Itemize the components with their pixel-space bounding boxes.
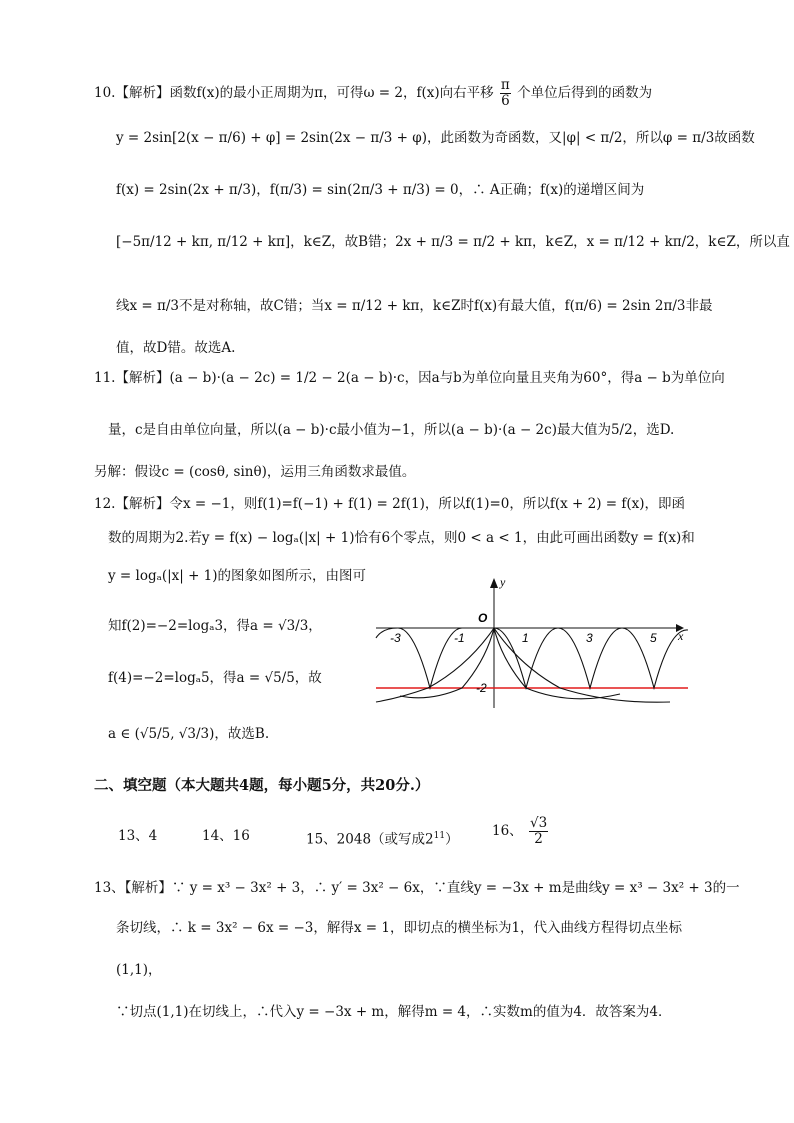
tick-1: 1: [522, 631, 529, 645]
tick-minus-1: -1: [454, 631, 465, 645]
q10-line4: [−5π/12 + kπ, π/12 + kπ]，k∈Z，故B错；2x + π/3 = π/2 + kπ，k∈Z，x = π/12 + kπ/2，k∈Z，所以直: [116, 234, 790, 250]
q12-line5: f(4)=−2=logₐ5，得a = √5/5，故: [108, 670, 322, 686]
answer-15-text: 15、2048（或写成2: [306, 831, 434, 848]
answer-16: [492, 816, 550, 847]
q12-line2: 数的周期为2.若y = f(x) − logₐ(|x| + 1)恰有6个零点，则0 < a < 1，由此可画出函数y = f(x)和: [108, 530, 695, 546]
answer-16-label: 16、: [492, 823, 523, 839]
answer-16-fraction: $\frac{√3}{2}$: [529, 815, 548, 847]
q13-line3: (1,1)，: [116, 962, 162, 978]
section-2-title: 二、填空题（本大题共4题，每小题5分，共20分.）: [94, 777, 430, 794]
q13-line4: ∵切点(1,1)在切线上，∴代入y = −3x + m，解得m = 4，∴实数m的值为4．故答案为4．: [116, 1004, 672, 1020]
answer-15: [306, 826, 459, 850]
q13-line2: 条切线，∴ k = 3x² − 6x = −3，解得x = 1，即切点的横坐标为1，代入曲线方程得切点坐标: [116, 920, 683, 936]
f-curve: [376, 628, 688, 688]
origin-label: O: [478, 611, 488, 625]
q10-line1-tail: 个单位后得到的函数为: [517, 85, 653, 101]
tick-5: 5: [650, 631, 657, 645]
q10-line1: [94, 78, 652, 109]
q12-line6: a ∈ (√5/5, √3/3)，故选B.: [108, 726, 270, 742]
log-curve-right: [494, 628, 670, 702]
q10-line1-text: 10.【解析】函数f(x)的最小正周期为π，可得ω = 2，f(x)向右平移: [94, 85, 494, 101]
tick-minus-3: -3: [390, 631, 401, 645]
x-label: x: [678, 629, 684, 643]
q10-line2: y = 2sin[2(x − π/6) + φ] = 2sin(2x − π/3 + φ)，此函数为奇函数，又|φ| < π/2，所以φ = π/3故函数: [116, 130, 755, 146]
q11-line2: 量，c是自由单位向量，所以(a − b)·c最小值为−1，所以(a − b)·(a − 2c)最大值为5/2，选D.: [108, 422, 675, 438]
tick-minus-2: -2: [476, 681, 487, 695]
y-axis-arrow: [490, 578, 498, 588]
q12-line4: 知f(2)=−2=logₐ3，得a = √3/3，: [108, 618, 322, 634]
answer-14: 14、16: [202, 828, 250, 844]
q12-line3: y = logₐ(|x| + 1)的图象如图所示，由图可: [108, 568, 367, 584]
q10-line3: f(x) = 2sin(2x + π/3)，f(π/3) = sin(2π/3 + π/3) = 0，∴ A正确；f(x)的递增区间为: [116, 182, 645, 198]
q10-line6: 值，故D错。故选A.: [116, 340, 236, 356]
answer-13: 13、4: [118, 828, 158, 844]
function-graph: [370, 576, 688, 712]
q12-line1: 12.【解析】令x = −1，则f(1)=f(−1) + f(1) = 2f(1)，所以f(1)=0，所以f(x + 2) = f(x)，即函: [94, 496, 686, 512]
shift-fraction: $\frac{\pi}{6}$: [500, 77, 510, 109]
q11-alt-solution: 另解：假设c = (cosθ, sinθ)，运用三角函数求最值。: [94, 464, 416, 480]
q13-line1: 13、【解析】∵ y = x³ − 3x² + 3，∴ y′ = 3x² − 6x，∵直线y = −3x + m是曲线y = x³ − 3x² + 3的一: [94, 880, 740, 896]
q11-line1: 11.【解析】(a − b)·(a − 2c) = 1/2 − 2(a − b)·c，因a与b为单位向量且夹角为60°，得a − b为单位向: [94, 370, 725, 386]
y-label: y: [500, 576, 506, 589]
answer-15-tail: ）: [445, 831, 459, 848]
tick-3: 3: [586, 631, 593, 645]
q10-line5: 线x = π/3不是对称轴，故C错；当x = π/12 + kπ，k∈Z时f(x)有最大值，f(π/6) = 2sin 2π/3非最: [116, 298, 713, 314]
answer-15-sup: 11: [433, 831, 446, 841]
